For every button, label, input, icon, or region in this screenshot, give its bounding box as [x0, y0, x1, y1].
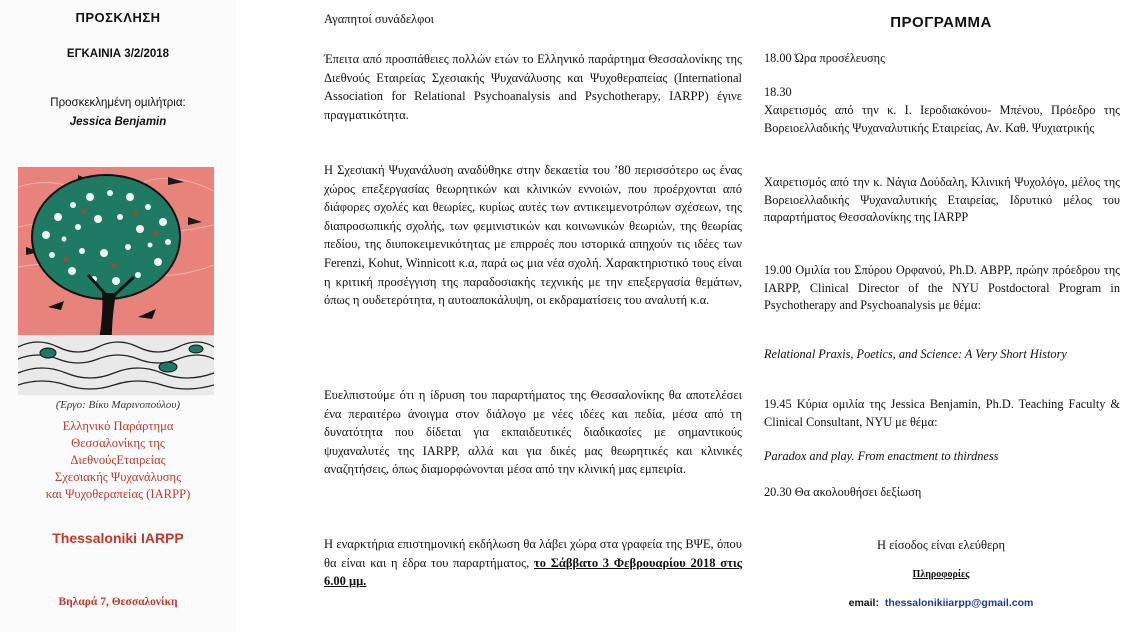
org-line: Ελληνικό Παράρτημα [62, 419, 174, 433]
org-line: Θεσσαλονίκης της [71, 436, 165, 450]
organization-name [14, 418, 222, 503]
talk-2-title: Paradox and play. From enactment to thirdness [764, 449, 999, 463]
program-item-talk-1: 19.00 Ομιλία του Σπύρου Ορφανού, Ph.D. ABPP, πρώην πρόεδρου της IARPP, Clinical Director of the NYU Postdoctoral Program in Psychotherapy and Psychoanalysis με θέμα: [764, 263, 1120, 313]
venue-address: Βηλαρά 7, Θεσσαλονίκη [58, 596, 178, 608]
program-item-arrival: 18.00 Ώρα προσέλευσης [764, 51, 885, 65]
opening-date: ΕΓΚΑΙΝΙΑ 3/2/2018 [66, 48, 170, 60]
talk-1-title: Relational Praxis, Poetics, and Science: A Very Short History [764, 347, 1067, 361]
artwork-credit: (Έργο: Βίκυ Μαρινοπούλου) [55, 399, 181, 411]
email-link[interactable]: thessalonikiiarpp@gmail.com [884, 597, 1034, 609]
free-entry-note: Η είσοδος είναι ελεύθερη [876, 538, 1006, 552]
letter-paragraph: Η Σχεσιακή Ψυχανάλυση αναδύθηκε στην δεκαετία του ’80 περισσότερο ως ένας χώρος επεξεργασίας θεωρητικών και κλινικών εννοιών, που προέρχονται από διάφορες σχολές και θεωρίες, κυρίως αυτές των αντικειμενοτρόπων σχέσεων, της διαπροσωπικής σχολής, των φεμινιστικών και κοινωνικών θεωριών, της θεωρίας πεδίου, της διυποκειμενικότητας με επιρροές που ιστορικά απηχούν τις ιδέες των Ferenzi, Kohut, Winnicott κ.α, παρά ως μια νέα σχολή. Χαρακτηριστικό τους είναι η κριτική προσέγγιση της παραδοσιακής τεχνικής με την επεξεργασία θεμάτων, όπως η ουδετερότητα, η αυτοαποκάλυψη, οι εκδραματίσεις του αναλυτή κ.α. [324, 163, 742, 308]
letter-paragraph: Ευελπιστούμε ότι η ίδρυση του παραρτήματος της Θεσσαλονίκης θα αποτελέσει ένα περαιτέρω άνοιγμα στον διάλογο με νέες ιδέες και πεδία, μέσα από τη δυνατότητα που δίδεται για εκπαιδευτικές διαδικασίες με σημαντικούς ψυχαναλυτές της IARPP, αλλά και για δικές μας θεωρητικές και κλινικές αναζητήσεις, όπως διαμορφώνονται μέσα από την κλινική μας εμπειρία. [324, 388, 742, 477]
org-line: και Ψυχοθεραπείας (IARPP) [45, 487, 191, 501]
program-time: 18.30 [764, 85, 792, 99]
invited-speaker-label: Προσκεκλημένη ομιλήτρια: [50, 97, 186, 109]
tree-artwork-image [18, 167, 214, 395]
info-label: Πληροφορίες [912, 569, 970, 580]
branch-name: Thessaloniki IARPP [52, 530, 184, 546]
program-item-reception: 20.30 Θα ακολουθήσει δεξίωση [764, 485, 922, 499]
event-date-time: το Σάββατο 3 Φεβρουαρίου 2018 στις 6.00 μμ. [324, 555, 742, 589]
letter-greeting: Αγαπητοί συνάδελφοι [324, 12, 435, 26]
program-item-talk-2: 19.45 Κύρια ομιλία της Jessica Benjamin, Ph.D. Teaching Faculty & Clinical Consultant, NYU με θέμα: [764, 397, 1120, 429]
event-intro-text: Η εναρκτήρια επιστημονική εκδήλωση θα λάβει χώρα στα γραφεία της ΒΨΕ, όπου θα είναι και η έδρα του παραρτήματος, [324, 537, 742, 570]
invited-speaker-name: Jessica Benjamin [69, 116, 167, 128]
letter-paragraph [324, 535, 742, 591]
invitation-title: ΠΡΟΣΚΛΗΣΗ [75, 10, 161, 25]
program-title: ΠΡΟΓΡΑΜΜΑ [890, 14, 992, 31]
program-panel [760, 0, 1122, 632]
invitation-panel [0, 0, 236, 632]
org-line: Σχεσιακής Ψυχανάλυσης [54, 470, 182, 484]
org-line: ΔιεθνούςΕταιρείας [70, 453, 166, 467]
email-label: email: [848, 597, 879, 609]
letter-panel [312, 0, 742, 632]
letter-paragraph: Έπειτα από προσπάθειες πολλών ετών το Ελληνικό παράρτημα Θεσσαλονίκης της Διεθνούς Εταιρείας Σχεσιακής Ψυχανάλυσης και Ψυχοθεραπείας (International Association for Relational Psychoanalysis and Psychotherapy, IARPP) έγινε πραγματικότητα. [324, 52, 742, 122]
program-item-greeting-1: Χαιρετισμός από την κ. Ι. Ιεροδιακόνου- Μπένου, Πρόεδρο της Βορειοελλαδικής Ψυχαναλυτικής Εταιρείας, Αν. Καθ. Ψυχιατρικής [764, 103, 1120, 135]
contact-email [760, 597, 1122, 609]
program-item-greeting-2: Χαιρετισμός από την κ. Νάγια Δούδαλη, Κλινική Ψυχολόγο, μέλος της Βορειοελλαδικής Ψυχαναλυτικής Εταιρείας, Ιδρυτικό μέλος του παραρτήματος Θεσσαλονίκης της IARPP [764, 175, 1120, 225]
